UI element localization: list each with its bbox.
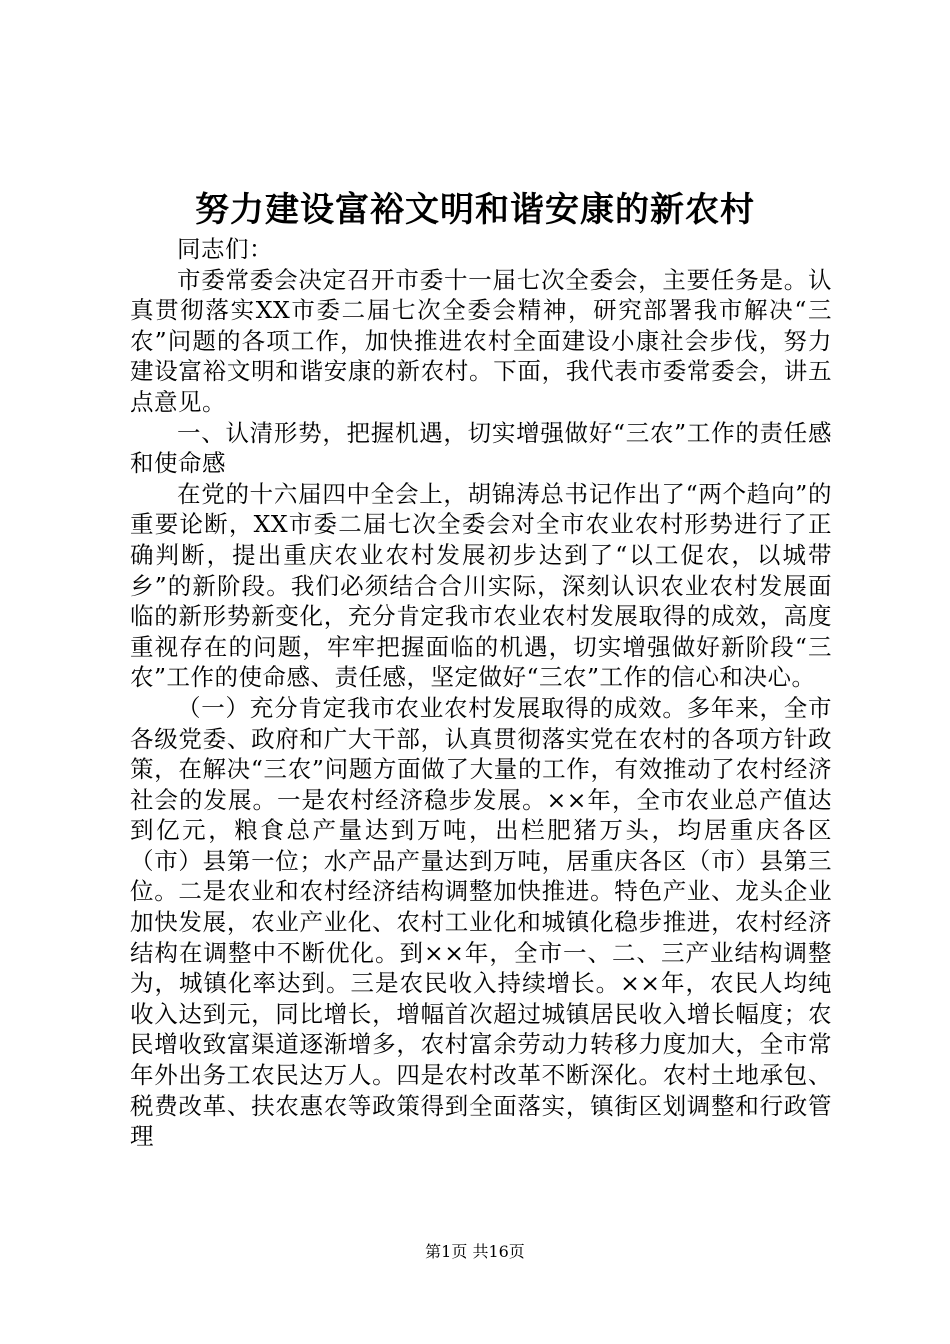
document-body xyxy=(130,234,832,1152)
body-paragraph: 在党的十六届四中全会上，胡锦涛总书记作出了“两个趋向”的重要论断，XX市委二届七次全委会对全市农业农村形势进行了正确判断，提出重庆农业农村发展初步达到了“以工促农，以城带乡”的新阶段。我们必须结合合川实际，深刻认识农业农村发展面临的新形势新变化，充分肯定我市农业农村发展取得的成效，高度重视存在的问题，牢牢把握面临的机遇，切实增强做好新阶段“三农”工作的使命感、责任感，坚定做好“三农”工作的信心和决心。 xyxy=(130,479,832,692)
intro-paragraph: 市委常委会决定召开市委十一届七次全委会，主要任务是。认真贯彻落实XX市委二届七次全委会精神，研究部署我市解决“三农”问题的各项工作，加快推进农村全面建设小康社会步伐，努力建设富裕文明和谐安康的新农村。下面，我代表市委常委会，讲五点意见。 xyxy=(130,265,832,416)
page-number-footer: 第1页 共16页 xyxy=(425,1242,525,1261)
salutation-paragraph: 同志们： xyxy=(177,235,273,263)
document-title: 努力建设富裕文明和谐安康的新农村 xyxy=(195,190,755,230)
body-paragraph: （一）充分肯定我市农业农村发展取得的成效。多年来，全市各级党委、政府和广大干部，认真贯彻落实党在农村的各项方针政策，在解决“三农”问题方面做了大量的工作，有效推动了农村经济社会的发展。一是农村经济稳步发展。××年，全市农业总产值达到亿元，粮食总产量达到万吨，出栏肥猪万头，均居重庆各区（市）县第一位；水产品产量达到万吨，居重庆各区（市）县第三位。二是农业和农村经济结构调整加快推进。特色产业、龙头企业加快发展，农业产业化、农村工业化和城镇化稳步推进，农村经济结构在调整中不断优化。到××年，全市一、二、三产业结构调整为，城镇化率达到。三是农民收入持续增长。××年，农民人均纯收入达到元，同比增长，增幅首次超过城镇居民收入增长幅度；农民增收致富渠道逐渐增多，农村富余劳动力转移力度加大，全市常年外出务工农民达万人。四是农村改革不断深化。农村土地承包、税费改革、扶农惠农等政策得到全面落实，镇街区划调整和行政管理 xyxy=(130,693,832,1151)
section-heading: 一、认清形势，把握机遇，切实增强做好“三农”工作的责任感和使命感 xyxy=(130,418,832,478)
